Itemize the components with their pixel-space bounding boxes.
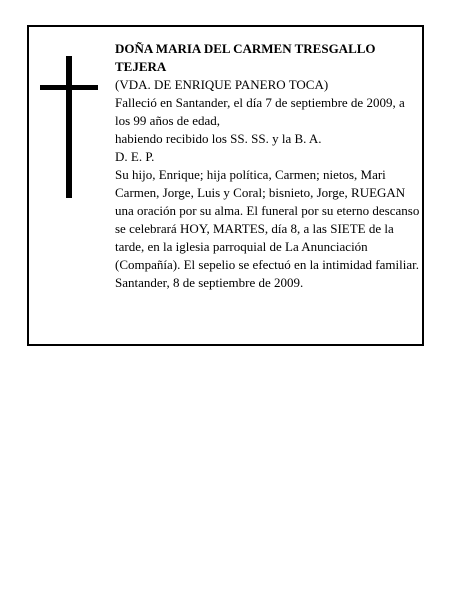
rest-in-peace: D. E. P. [115, 149, 155, 164]
deceased-name: DOÑA MARIA DEL CARMEN TRESGALLO TEJERA [115, 41, 376, 74]
notice-text [115, 40, 421, 292]
cross-horizontal-bar [40, 85, 98, 90]
latin-cross-icon [40, 56, 98, 198]
widow-of: (VDA. DE ENRIQUE PANERO TOCA) [115, 77, 329, 92]
place-and-date: Santander, 8 de septiembre de 2009. [115, 275, 304, 290]
obituary-notice [27, 25, 424, 346]
notice-body: Su hijo, Enrique; hija política, Carmen; nietos, Mari Carmen, Jorge, Luis y Coral; bisnieto, Jorge, RUEGAN una oración por su alma. El funeral por su eterno descanso se celebrará HOY, MARTES, día 8, a las SIETE de la tarde, en la iglesia parroquial de La Anunciación (Compañía). El sepelio se efectuó en la intimidad familiar. [115, 167, 420, 272]
cross-vertical-bar [66, 56, 72, 198]
sacraments-statement: habiendo recibido los SS. SS. y la B. A. [115, 131, 322, 146]
death-statement: Falleció en Santander, el día 7 de septiembre de 2009, a los 99 años de edad, [115, 95, 405, 128]
